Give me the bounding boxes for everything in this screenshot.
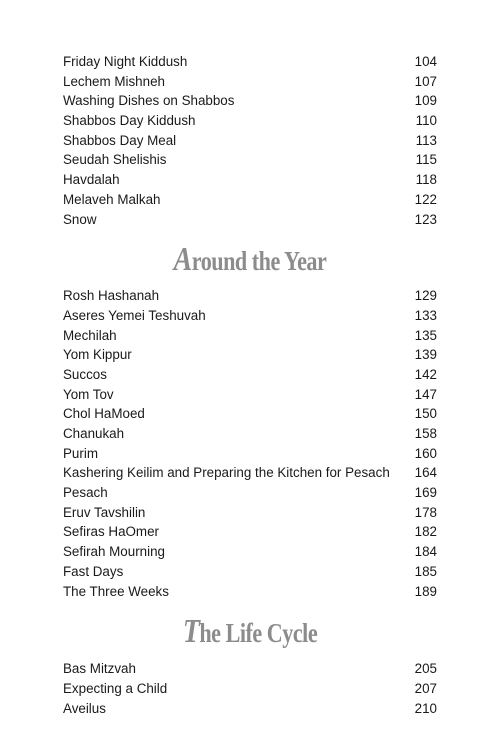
toc-entry-title: Expecting a Child	[63, 680, 168, 696]
toc-entry[interactable]	[63, 699, 437, 719]
toc-entry-title: The Three Weeks	[63, 583, 169, 599]
toc-entry-title: Succos	[63, 366, 107, 382]
toc-entry-page: 205	[414, 661, 437, 677]
heading-initial: A	[173, 241, 192, 279]
toc-entry-page: 122	[414, 191, 437, 207]
toc-entry[interactable]	[63, 131, 437, 151]
toc-entry-page: 142	[414, 366, 437, 382]
heading-initial: T	[182, 613, 200, 651]
toc-entry-page: 160	[414, 445, 437, 461]
toc-entry-title: Kashering Keilim and Preparing the Kitchen for Pesach	[63, 465, 390, 481]
toc-entry-title: Shabbos Day Meal	[63, 132, 177, 148]
toc-entry-page: 184	[414, 544, 437, 560]
table-of-contents	[63, 52, 437, 718]
toc-entry-title: Snow	[63, 211, 97, 227]
toc-entry[interactable]	[63, 286, 437, 306]
toc-entry-page: 118	[415, 172, 437, 188]
toc-entry-title: Mechilah	[63, 327, 117, 343]
toc-entry-page: 123	[414, 211, 437, 227]
toc-entry[interactable]	[63, 385, 437, 405]
toc-entry[interactable]	[63, 365, 437, 385]
toc-entry-title: Purim	[63, 445, 98, 461]
toc-entry-page: 189	[414, 583, 437, 599]
toc-entry-title: Chanukah	[63, 426, 125, 441]
toc-entry[interactable]	[63, 91, 437, 111]
toc-entry[interactable]	[63, 72, 437, 92]
toc-entry[interactable]	[63, 326, 437, 346]
toc-entry-page: 109	[414, 93, 437, 109]
toc-entry-title: Yom Tov	[63, 386, 114, 402]
toc-entry[interactable]	[63, 404, 437, 424]
toc-entry-title: Fast Days	[63, 563, 124, 579]
toc-entry[interactable]	[63, 463, 437, 483]
toc-entry-page: 139	[414, 347, 437, 363]
toc-entry-title: Aveilus	[63, 700, 106, 716]
toc-section-shabbos	[63, 52, 437, 229]
toc-entry[interactable]	[63, 424, 437, 444]
toc-entry[interactable]	[63, 306, 437, 326]
toc-entry[interactable]	[63, 483, 437, 503]
toc-entry-title: Melaveh Malkah	[63, 191, 161, 207]
toc-entry-title: Rosh Hashanah	[63, 288, 160, 304]
toc-entry[interactable]	[63, 345, 437, 365]
toc-section-around-the-year	[63, 286, 437, 601]
toc-entry[interactable]	[63, 150, 437, 170]
toc-entry-title: Lechem Mishneh	[63, 73, 165, 89]
toc-entry-page: 158	[414, 426, 437, 441]
toc-entry[interactable]	[63, 522, 437, 542]
toc-entry-page: 133	[414, 307, 437, 323]
toc-entry-page: 150	[414, 406, 437, 422]
toc-entry-page: 164	[414, 465, 437, 481]
toc-entry-title: Yom Kippur	[63, 347, 132, 363]
toc-entry[interactable]	[63, 503, 437, 523]
toc-entry-page: 147	[414, 386, 437, 402]
toc-entry-title: Eruv Tavshilin	[63, 504, 146, 520]
toc-section-the-life-cycle	[63, 659, 437, 718]
toc-entry[interactable]	[63, 52, 437, 72]
toc-entry-title: Aseres Yemei Teshuvah	[63, 307, 206, 323]
toc-entry[interactable]	[63, 679, 437, 699]
toc-entry-page: 104	[414, 54, 437, 69]
section-heading-around-the-year: Around the Year	[173, 241, 327, 279]
toc-entry-page: 129	[414, 288, 437, 304]
toc-entry-title: Washing Dishes on Shabbos	[63, 93, 235, 109]
toc-entry-page: 107	[414, 73, 437, 89]
toc-entry[interactable]	[63, 190, 437, 210]
toc-entry[interactable]	[63, 659, 437, 679]
section-heading-the-life-cycle: The Life Cycle	[182, 613, 318, 651]
toc-entry-title: Friday Night Kiddush	[63, 54, 188, 69]
toc-entry-title: Pesach	[63, 485, 108, 501]
toc-entry-page: 115	[415, 152, 437, 168]
toc-entry[interactable]	[63, 444, 437, 464]
toc-entry-page: 178	[414, 504, 437, 520]
toc-entry[interactable]	[63, 542, 437, 562]
toc-entry[interactable]	[63, 582, 437, 602]
toc-entry-title: Seudah Shelishis	[63, 152, 167, 168]
toc-entry-page: 182	[414, 524, 437, 540]
toc-entry-title: Shabbos Day Kiddush	[63, 113, 196, 129]
toc-entry-page: 210	[414, 700, 437, 716]
toc-entry-title: Bas Mitzvah	[63, 661, 136, 677]
toc-entry[interactable]	[63, 210, 437, 230]
toc-entry[interactable]	[63, 562, 437, 582]
toc-entry-title: Havdalah	[63, 172, 120, 188]
toc-entry-page: 185	[414, 563, 437, 579]
toc-entry-page: 169	[414, 485, 437, 501]
toc-entry[interactable]	[63, 111, 437, 131]
toc-entry[interactable]	[63, 170, 437, 190]
toc-entry-page: 113	[415, 132, 437, 148]
toc-entry-page: 207	[414, 680, 437, 696]
toc-entry-page: 110	[415, 113, 437, 129]
toc-entry-page: 135	[414, 327, 437, 343]
toc-entry-title: Sefirah Mourning	[63, 544, 165, 560]
toc-entry-title: Sefiras HaOmer	[63, 524, 159, 540]
toc-entry-title: Chol HaMoed	[63, 406, 145, 422]
